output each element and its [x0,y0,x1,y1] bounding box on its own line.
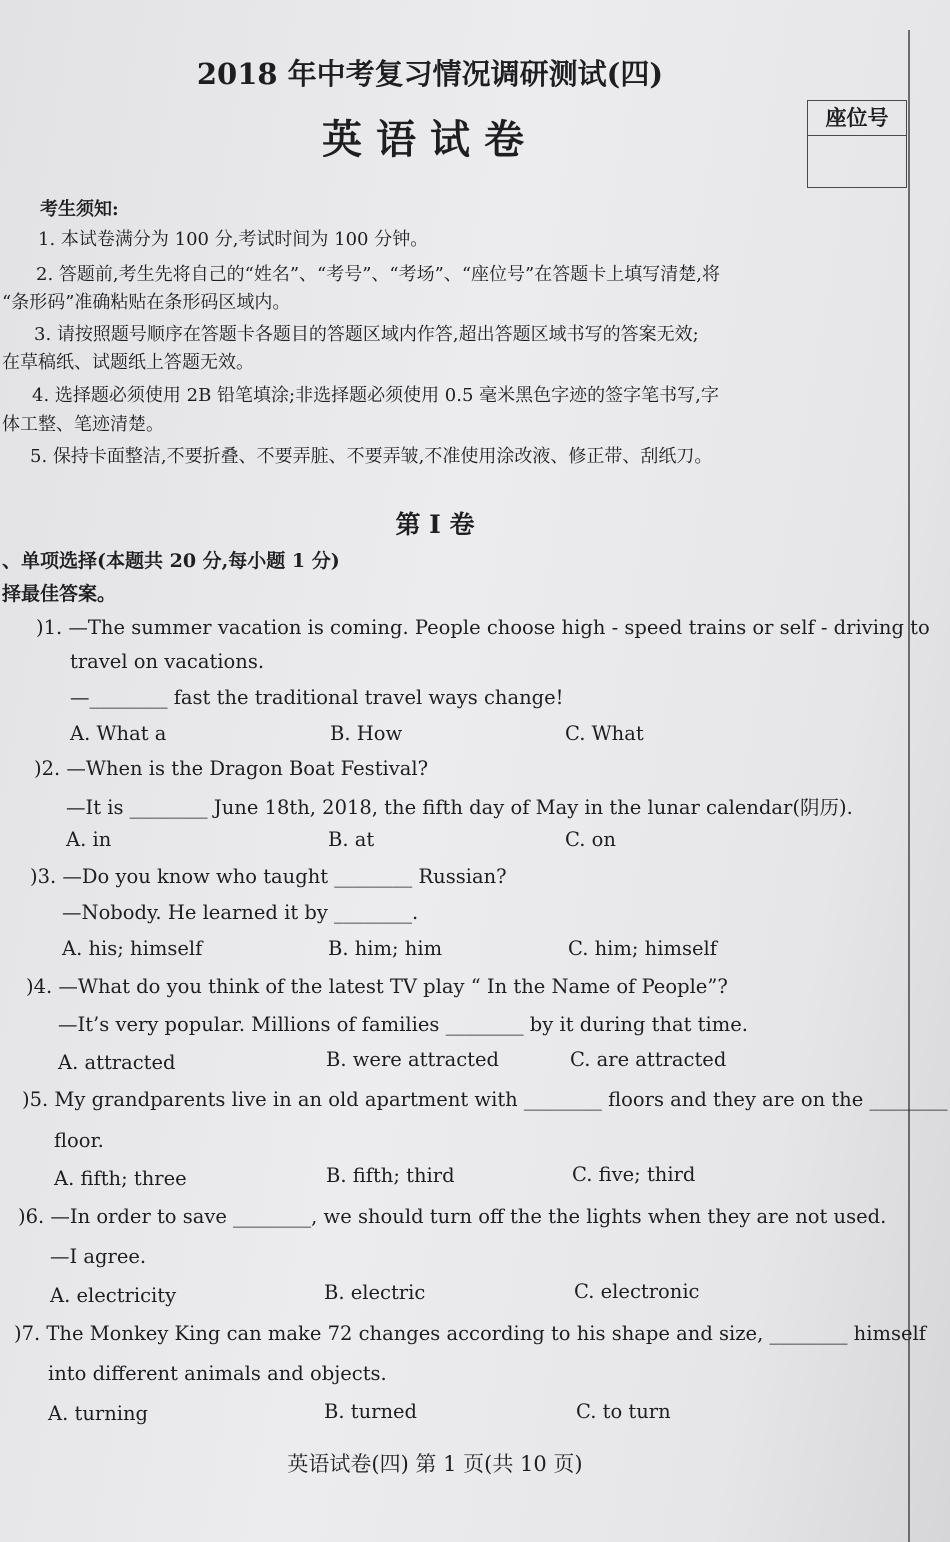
question-4-line: —It’s very popular. Millions of families ________ by it during that time. [58,1013,748,1036]
notice-heading: 考生须知: [40,199,119,220]
question-2-option-a: A. in [66,828,112,851]
question-5-option-a: A. fifth; three [54,1167,187,1190]
page-edge-line [908,30,910,1542]
question-4-line: )4. —What do you think of the latest TV play “ In the Name of People”? [26,975,728,998]
question-5-option-b: B. fifth; third [326,1164,455,1187]
question-6-line: )6. —In order to save ________, we should turn off the the lights when they are not used. [18,1205,887,1228]
notice-line: 2. 答题前,考生先将自己的“姓名”、“考号”、“考场”、“座位号”在答题卡上填写清楚,将 [36,264,720,285]
question-6-line: —I agree. [50,1245,147,1268]
question-3-line: —Nobody. He learned it by ________. [62,901,419,924]
question-5-line: floor. [54,1129,104,1152]
question-4-option-b: B. were attracted [326,1048,500,1071]
question-1-line: )1. —The summer vacation is coming. People choose high - speed trains or self - driving to [36,616,930,639]
notice-line: 在草稿纸、试题纸上答题无效。 [2,352,254,373]
notice-line: 5. 保持卡面整洁,不要折叠、不要弄脏、不要弄皱,不准使用涂改液、修正带、刮纸刀。 [30,446,713,467]
question-2-line: )2. —When is the Dragon Boat Festival? [34,757,429,780]
notice-line: 1. 本试卷满分为 100 分,考试时间为 100 分钟。 [38,229,429,250]
question-3-option-c: C. him; himself [568,937,717,960]
question-3-option-b: B. him; him [328,937,443,960]
question-4-option-a: A. attracted [58,1051,176,1074]
question-6-option-a: A. electricity [50,1284,177,1307]
question-1-option-a: A. What a [70,722,167,745]
question-1-line: —________ fast the traditional travel ways change! [70,686,564,709]
question-3-option-a: A. his; himself [62,937,203,960]
volume-title: 第 I 卷 [395,510,475,539]
question-1-option-c: C. What [565,722,644,745]
question-7-option-b: B. turned [324,1400,418,1423]
notice-line: 4. 选择题必须使用 2B 铅笔填涂;非选择题必须使用 0.5 毫米黑色字迹的签字笔书写,字 [32,385,719,406]
seat-number-box [807,100,907,188]
notice-line: 体工整、笔迹清楚。 [2,414,164,435]
section-instruction: 择最佳答案。 [2,583,117,605]
question-2-option-b: B. at [328,828,375,851]
question-2-line: —It is ________ June 18th, 2018, the fifth day of May in the lunar calendar(阴历). [66,796,853,819]
question-5-option-c: C. five; third [572,1163,696,1186]
page-footer: 英语试卷(四) 第 1 页(共 10 页) [287,1452,583,1476]
question-1-line: travel on vacations. [70,650,265,673]
question-7-line: into different animals and objects. [48,1362,387,1385]
question-1-option-b: B. How [330,722,403,745]
question-7-option-c: C. to turn [576,1400,671,1423]
notice-line: 3. 请按照题号顺序在答题卡各题目的答题区域内作答,超出答题区域书写的答案无效; [34,324,699,345]
seat-number-label: 座位号 [808,101,906,136]
question-6-option-b: B. electric [324,1281,426,1304]
question-7-option-a: A. turning [48,1402,149,1425]
exam-subject-title: 英语试卷 [322,116,538,163]
notice-line: “条形码”准确粘贴在条形码区域内。 [2,292,291,313]
exam-title: 2018 年中考复习情况调研测试(四) [196,57,664,91]
section-title: 、单项选择(本题共 20 分,每小题 1 分) [2,550,340,572]
question-5-line: )5. My grandparents live in an old apartment with ________ floors and they are on the ________ [22,1088,948,1111]
question-3-line: )3. —Do you know who taught ________ Russian? [30,865,507,888]
question-2-option-c: C. on [565,828,616,851]
question-7-line: )7. The Monkey King can make 72 changes according to his shape and size, ________ himself [14,1322,926,1345]
question-4-option-c: C. are attracted [570,1048,727,1071]
question-6-option-c: C. electronic [574,1280,700,1303]
